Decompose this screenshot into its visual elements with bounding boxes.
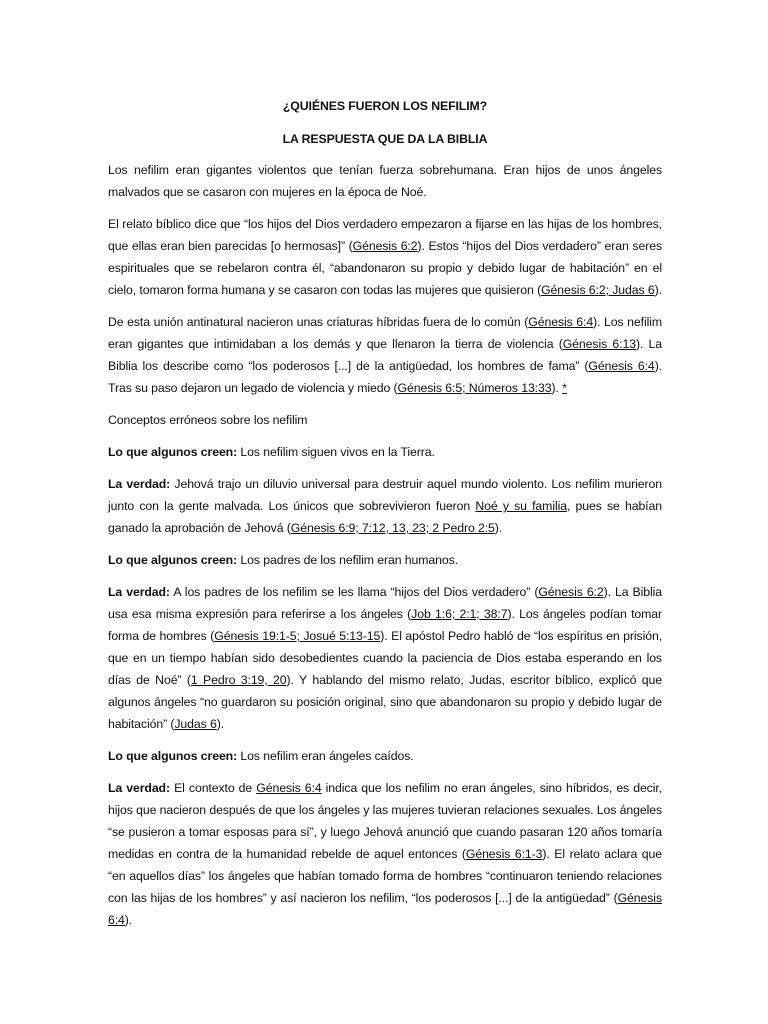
text-run: ). Estos “hijos del Dios verdadero” eran seres espirituales que se rebelaron contra él, “abandonaron su propio y debido lugar de habitación” en el cielo, tomaron forma humana y se casaron con todas las mujeres que quisieron ( bbox=[108, 239, 662, 297]
truth-label: La verdad: bbox=[108, 477, 171, 491]
truth-2 bbox=[108, 581, 662, 735]
myth-1 bbox=[108, 441, 662, 463]
myth-text: Los padres de los nefilim eran humanos. bbox=[240, 553, 458, 567]
scripture-link[interactable]: Génesis 6:4 bbox=[588, 359, 655, 373]
scripture-link[interactable]: Génesis 6:2; Judas 6 bbox=[541, 283, 655, 297]
myth-label: Lo que algunos creen: bbox=[108, 749, 238, 763]
text-run: ). Los nefilim eran gigantes que intimidaban a los demás y que llenaron la tierra de violencia ( bbox=[108, 315, 662, 351]
scripture-link[interactable]: Génesis 6:9; 7:12, 13, 23; 2 Pedro 2:5 bbox=[290, 521, 495, 535]
text-run: ). bbox=[551, 381, 563, 395]
text-run: ). bbox=[494, 521, 503, 535]
intro-paragraph: Los nefilim eran gigantes violentos que tenían fuerza sobrehumana. Eran hijos de unos ángeles malvados que se casaron con mujeres en la época de Noé. bbox=[108, 163, 662, 199]
scripture-link[interactable]: Génesis 6:4 bbox=[108, 891, 662, 927]
text-run: , pues se habían ganado la aprobación de Jehová ( bbox=[108, 499, 662, 535]
text-run: El relato bíblico dice que “los hijos del Dios verdadero empezaron a fijarse en las hijas de los hombres, que ellas eran bien parecidas [o hermosas]” ( bbox=[108, 217, 662, 253]
section-heading: Conceptos erróneos sobre los nefilim bbox=[108, 413, 308, 427]
scripture-link[interactable]: Génesis 6:4 bbox=[528, 315, 594, 329]
truth-1 bbox=[108, 473, 662, 539]
scripture-link[interactable]: Génesis 6:13 bbox=[562, 337, 636, 351]
scripture-link[interactable]: Génesis 19:1-5; Josué 5:13-15 bbox=[214, 629, 381, 643]
myth-2 bbox=[108, 549, 662, 571]
myth-label: Lo que algunos creen: bbox=[108, 445, 238, 459]
scripture-link[interactable]: Génesis 6:1-3 bbox=[465, 847, 543, 861]
text-run: Jehová trajo un diluvio universal para destruir aquel mundo violento. Los nefilim murieron junto con la gente malvada. Los únicos que sobrevivieron fueron bbox=[108, 477, 663, 513]
scripture-link[interactable]: Noé y su familia bbox=[475, 499, 567, 513]
text-run: ). La Biblia los describe como “los poderosos [...] de la antigüedad, los hombres de fama” ( bbox=[108, 337, 662, 373]
text-run: De esta unión antinatural nacieron unas criaturas híbridas fuera de lo común ( bbox=[108, 315, 529, 329]
scripture-link[interactable]: Judas 6 bbox=[174, 717, 217, 731]
text-run: ). bbox=[654, 283, 662, 297]
text-run: indica que los nefilim no eran ángeles, sino híbridos, es decir, hijos que nacieron después de que los ángeles y las mujeres tuvieran relaciones sexuales. Los ángeles “se pusieron a tomar esposas para sí”, y luego Jehová anunció que cuando pasaran 120 años tomaría medidas en contra de la humanidad rebelde de aquel entonces ( bbox=[108, 781, 662, 861]
document-title: ¿QUIÉNES FUERON LOS NEFILIM? bbox=[282, 99, 488, 113]
text-run: ). bbox=[124, 913, 133, 927]
scripture-link[interactable]: Génesis 6:5; Números 13:33 bbox=[397, 381, 552, 395]
myth-text: Los nefilim eran ángeles caídos. bbox=[240, 749, 414, 763]
scripture-link[interactable]: 1 Pedro 3:19, 20 bbox=[190, 673, 287, 687]
footnote-link[interactable]: * bbox=[562, 381, 567, 395]
paragraph-biblical-account bbox=[108, 213, 662, 301]
document-subtitle: LA RESPUESTA QUE DA LA BIBLIA bbox=[282, 132, 488, 146]
text-run: El contexto de bbox=[174, 781, 257, 795]
scripture-link[interactable]: Job 1:6; 2:1; 38:7 bbox=[411, 607, 508, 621]
myth-label: Lo que algunos creen: bbox=[108, 553, 238, 567]
truth-label: La verdad: bbox=[108, 585, 170, 599]
text-run: ). Los ángeles podían tomar forma de hombres ( bbox=[108, 607, 662, 643]
text-run: ). Y hablando del mismo relato, Judas, escritor bíblico, explicó que algunos ángeles “no guardaron su posición original, sino que abandonaron su propio y debido lugar de habitación” ( bbox=[108, 673, 662, 731]
text-run: A los padres de los nefilim se les llama “hijos del Dios verdadero” ( bbox=[173, 585, 539, 599]
myth-3 bbox=[108, 745, 662, 767]
text-run: ). Tras su paso dejaron un legado de violencia y miedo ( bbox=[108, 359, 662, 395]
truth-3 bbox=[108, 777, 662, 931]
text-run: ). La Biblia usa esa misma expresión para referirse a los ángeles ( bbox=[108, 585, 662, 621]
scripture-link[interactable]: Génesis 6:2 bbox=[538, 585, 604, 599]
paragraph-hybrid-creatures bbox=[108, 311, 662, 399]
text-run: ). bbox=[216, 717, 225, 731]
text-run: ). El apóstol Pedro habló de “los espíritus en prisión, que en un tiempo habían sido desobedientes cuando la paciencia de Dios estaba esperando en los días de Noé” ( bbox=[108, 629, 663, 687]
scripture-link[interactable]: Génesis 6:2 bbox=[352, 239, 418, 253]
text-run: ). El relato aclara que “en aquellos días” los ángeles que habían tomado forma de hombres “continuaron teniendo relaciones con las hijas de los hombres” y así nacieron los nefilim, “los poderosos [...] de la antigüedad” ( bbox=[108, 847, 662, 905]
scripture-link[interactable]: Génesis 6:4 bbox=[256, 781, 322, 795]
truth-label: La verdad: bbox=[108, 781, 170, 795]
myth-text: Los nefilim siguen vivos en la Tierra. bbox=[240, 445, 435, 459]
